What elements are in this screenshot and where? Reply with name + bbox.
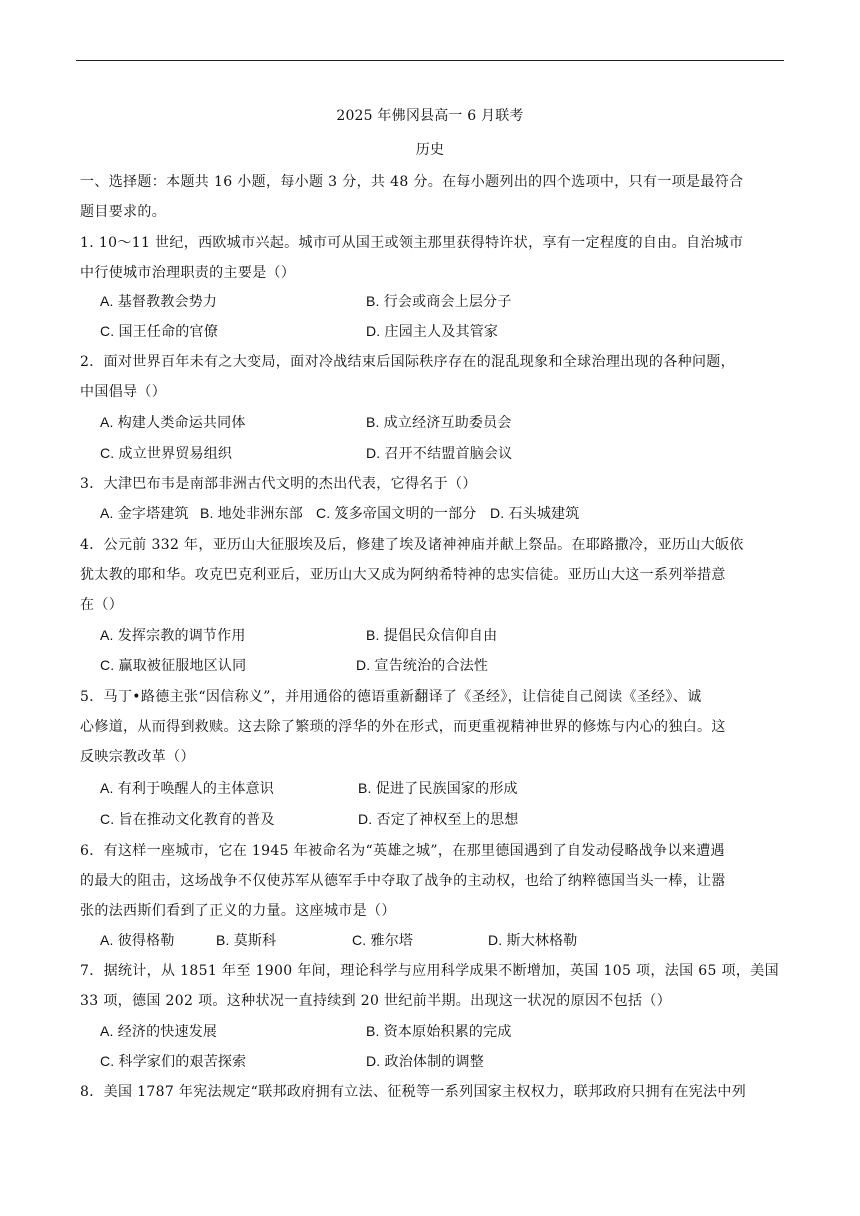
question-3-option-b: B. 地处非洲东部 (200, 505, 303, 521)
question-1-stem: 1. 10～11 世纪，西欧城市兴起。城市可从国王或领主那里获得特许状，享有一定程度的自由。自治城市 (80, 235, 744, 251)
question-6-stem-cont: 的最大的阻击，这场战争不仅使苏军从德军手中夺取了战争的主动权，也给了纳粹德国当头一棒，让嚣 (80, 873, 726, 889)
question-4-stem: 4．公元前 332 年，亚历山大征服埃及后，修建了埃及诸神神庙并献上祭品。在耶路撒冷，亚历山大皈依 (80, 537, 744, 553)
question-1-option-b: B. 行会或商会上层分子 (366, 293, 512, 309)
question-2-option-b: B. 成立经济互助委员会 (366, 414, 512, 430)
question-5-stem-cont-2: 反映宗教改革（） (80, 749, 195, 765)
question-7-option-d: D. 政治体制的调整 (366, 1053, 484, 1069)
question-1-stem-cont: 中行使城市治理职责的主要是（） (80, 265, 296, 281)
question-7-option-c: C. 科学家们的艰苦探索 (100, 1053, 247, 1069)
question-6-option-c: C. 雅尔塔 (352, 932, 414, 948)
question-1-option-c: C. 国王任命的官僚 (100, 323, 218, 339)
question-3-option-c: C. 笈多帝国文明的一部分 (316, 505, 477, 521)
question-4-stem-cont-2: 在（） (80, 597, 124, 613)
question-4-option-b: B. 提倡民众信仰自由 (366, 627, 498, 643)
section-instruction-cont: 题目要求的。 (80, 204, 167, 220)
question-2-stem: 2．面对世界百年未有之大变局，面对冷战结束后国际秩序存在的混乱现象和全球治理出现的各种问题， (80, 354, 736, 370)
question-5-option-c: C. 旨在推动文化教育的普及 (100, 811, 275, 827)
question-6-option-a: A. 彼得格勒 (100, 932, 175, 948)
question-7-option-a: A. 经济的快速发展 (100, 1023, 218, 1039)
question-2-option-a: A. 构建人类命运共同体 (100, 414, 246, 430)
question-2-stem-cont: 中国倡导（） (80, 384, 167, 400)
question-4-stem-cont: 犹太教的耶和华。攻克巴克利亚后，亚历山大又成为阿纳希特神的忠实信徒。亚历山大这一系列举措意 (80, 567, 726, 583)
subject-title: 历史 (415, 142, 445, 158)
question-5-option-b: B. 促进了民族国家的形成 (358, 780, 518, 796)
question-4-option-a: A. 发挥宗教的调节作用 (100, 627, 246, 643)
question-3-stem: 3．大津巴布韦是南部非洲古代文明的杰出代表，它得名于（） (80, 476, 477, 492)
section-instruction: 一、选择题：本题共 16 小题，每小题 3 分，共 48 分。在每小题列出的四个选项中，只有一项是最符合 (80, 174, 744, 190)
question-3-option-d: D. 石头城建筑 (490, 505, 580, 521)
question-8-stem: 8．美国 1787 年宪法规定“联邦政府拥有立法、征税等一系列国家主权权力，联邦政府只拥有在宪法中列 (80, 1084, 747, 1100)
question-2-option-d: D. 召开不结盟首脑会议 (366, 445, 513, 461)
question-4-option-c: C. 赢取被征服地区认同 (100, 657, 247, 673)
question-7-stem-cont: 33 项，德国 202 项。这种状况一直持续到 20 世纪前半期。出现这一状况的原因不包括（） (80, 993, 672, 1009)
question-2-option-c: C. 成立世界贸易组织 (100, 445, 233, 461)
question-1-option-d: D. 庄园主人及其管家 (366, 323, 499, 339)
question-6-option-d: D. 斯大林格勒 (488, 932, 578, 948)
exam-title: 2025 年佛冈县高一 6 月联考 (336, 108, 524, 124)
header-rule (76, 60, 784, 61)
question-6-stem: 6．有这样一座城市，它在 1945 年被命名为“英雄之城”，在那里德国遇到了自发动侵略战争以来遭遇 (80, 843, 725, 859)
question-7-stem: 7．据统计，从 1851 年至 1900 年间，理论科学与应用科学成果不断增加，英国 105 项，法国 65 项，美国 (80, 963, 779, 979)
question-7-option-b: B. 资本原始积累的完成 (366, 1023, 512, 1039)
question-5-stem-cont: 心修道，从而得到救赎。这去除了繁琐的浮华的外在形式，而更重视精神世界的修炼与内心的独白。这 (80, 719, 726, 735)
question-6-stem-cont-2: 张的法西斯们看到了正义的力量。这座城市是（） (80, 903, 396, 919)
question-1-option-a: A. 基督教教会势力 (100, 293, 218, 309)
question-4-option-d: D. 宣告统治的合法性 (356, 657, 489, 673)
question-6-option-b: B. 莫斯科 (216, 932, 277, 948)
question-5-stem: 5．马丁•路德主张“因信称义”，并用通俗的德语重新翻译了《圣经》，让信徒自己阅读《圣经》、诚 (80, 689, 702, 705)
question-3-option-a: A. 金字塔建筑 (100, 505, 189, 521)
question-5-option-d: D. 否定了神权至上的思想 (358, 811, 519, 827)
question-5-option-a: A. 有利于唤醒人的主体意识 (100, 780, 274, 796)
